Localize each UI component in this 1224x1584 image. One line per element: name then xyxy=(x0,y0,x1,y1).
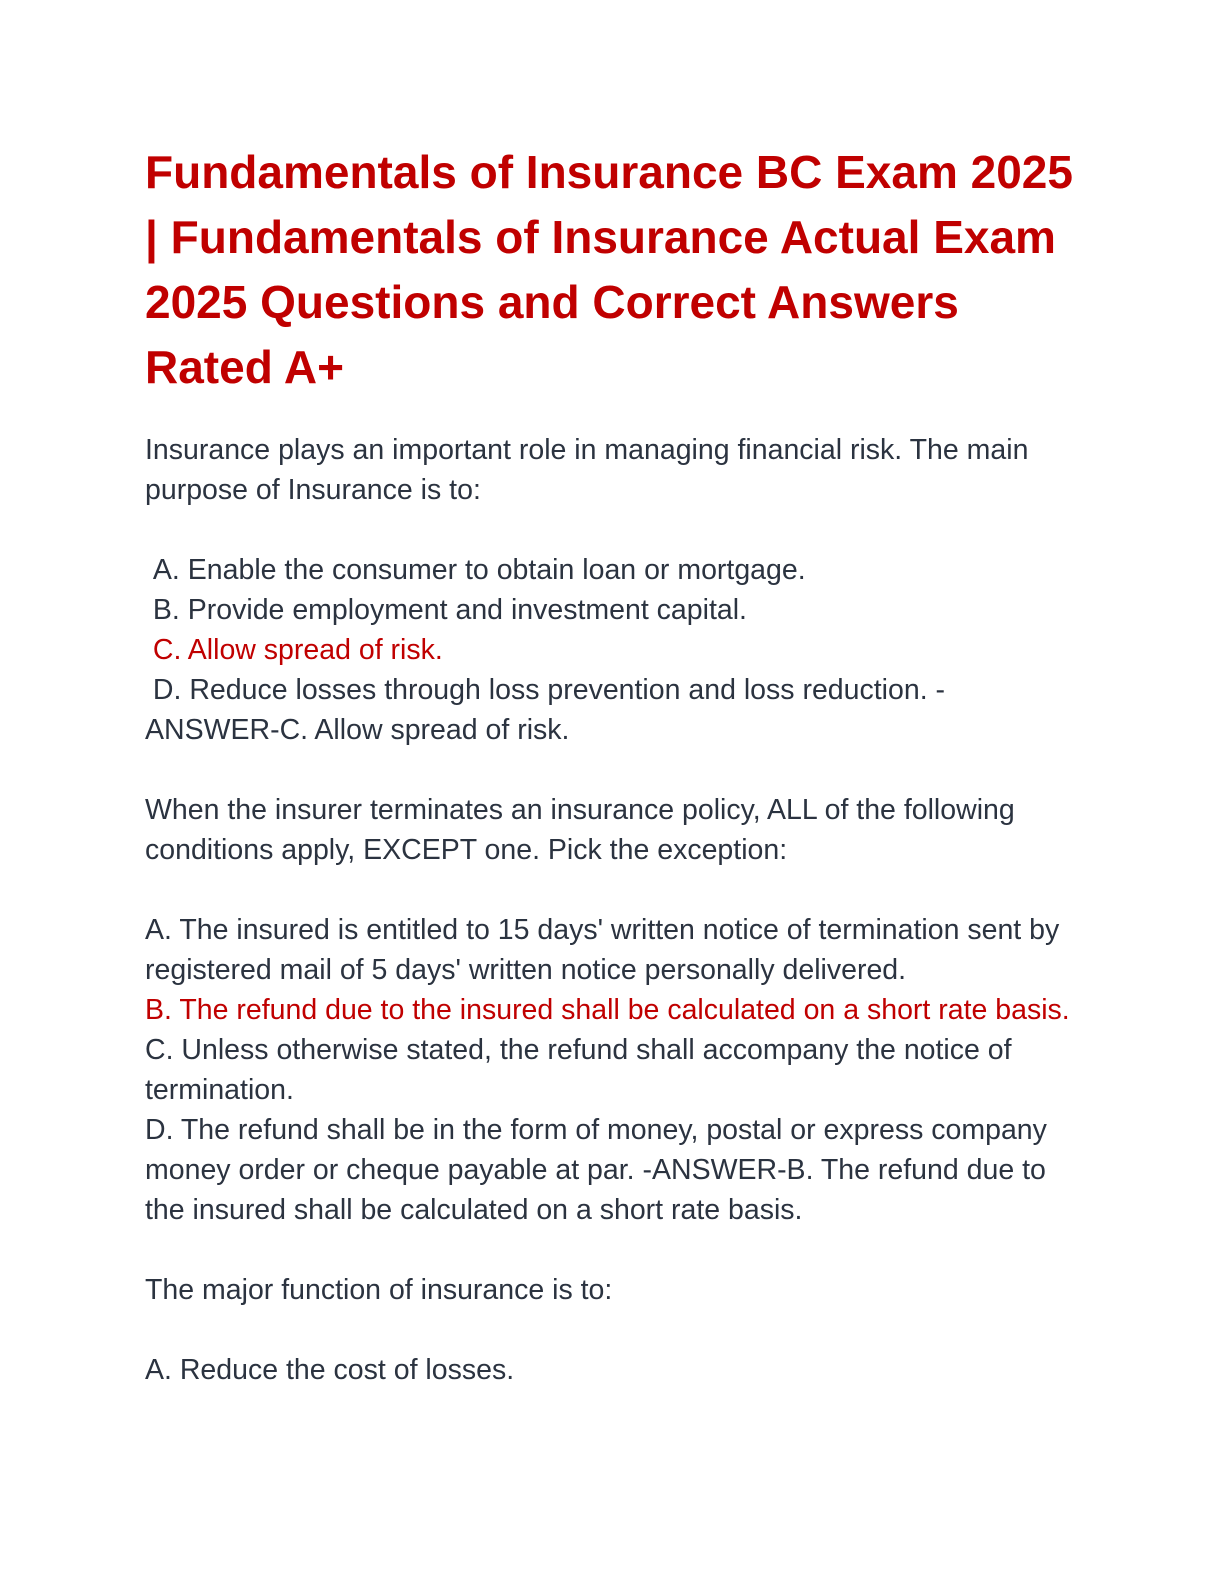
options-block xyxy=(145,1350,1080,1390)
options-block xyxy=(145,910,1080,1230)
option-line: C. Unless otherwise stated, the refund shall accompany the notice of termination. xyxy=(145,1034,1020,1106)
question-block xyxy=(145,1270,1080,1310)
question-prompt: When the insurer terminates an insurance policy, ALL of the following conditions apply, EXCEPT one. Pick the exception: xyxy=(145,794,1023,866)
option-line-highlighted: B. The refund due to the insured shall be calculated on a short rate basis. xyxy=(145,994,1070,1026)
option-line-highlighted: C. Allow spread of risk. xyxy=(145,634,443,666)
question-prompt: The major function of insurance is to: xyxy=(145,1274,613,1306)
option-line: D. Reduce losses through loss prevention and loss reduction. - ANSWER-C. Allow spread of risk. xyxy=(145,674,952,746)
question-prompt: Insurance plays an important role in managing financial risk. The main purpose of Insurance is to: xyxy=(145,434,1037,506)
option-line: A. Reduce the cost of losses. xyxy=(145,1354,515,1386)
question-block xyxy=(145,430,1080,510)
option-line: A. Enable the consumer to obtain loan or mortgage. xyxy=(145,554,806,586)
option-line: D. The refund shall be in the form of money, postal or express company money order or cheque payable at par. -ANSWER-B. The refund due to the insured shall be calculated on a short rate basis. xyxy=(145,1114,1055,1226)
option-line: B. Provide employment and investment capital. xyxy=(145,594,747,626)
question-block xyxy=(145,790,1080,870)
options-block xyxy=(145,550,1080,750)
page-title: Fundamentals of Insurance BC Exam 2025 | Fundamentals of Insurance Actual Exam 2025 Questions and Correct Answers Rated A+ xyxy=(145,146,1086,393)
option-line: A. The insured is entitled to 15 days' written notice of termination sent by registered mail of 5 days' written notice personally delivered. xyxy=(145,914,1068,986)
